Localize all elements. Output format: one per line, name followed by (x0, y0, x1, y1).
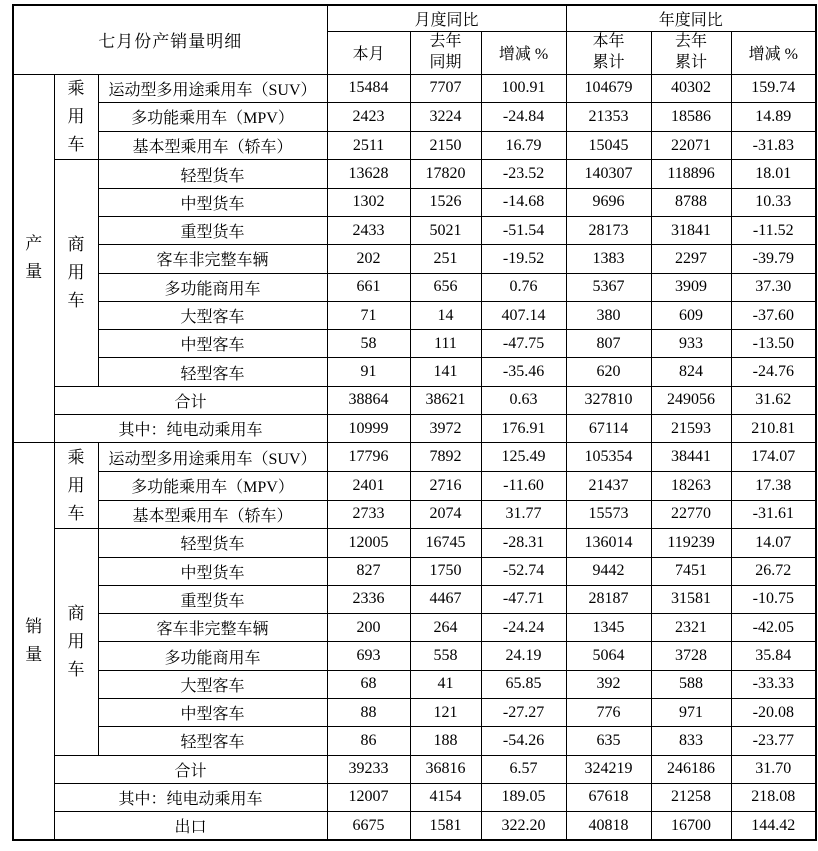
cell-value: 31.70 (731, 755, 816, 783)
cell-value: 86 (327, 727, 410, 755)
yearly-comparison-header: 年度同比 (566, 5, 816, 31)
cell-value: -28.31 (481, 529, 566, 557)
col-header-label: 本年累计 (592, 32, 625, 71)
cell-value: 118896 (651, 160, 731, 188)
table-row (13, 557, 816, 585)
cell-value: 971 (651, 698, 731, 726)
section-label-text: 产量 (25, 234, 43, 282)
cell-value: 10.33 (731, 188, 816, 216)
cell-value: 210.81 (731, 415, 816, 443)
cell-value: 12005 (327, 529, 410, 557)
cell-value: 67618 (566, 783, 651, 811)
cell-value: 17820 (410, 160, 481, 188)
cell-value: 14.07 (731, 529, 816, 557)
cell-value: 3224 (410, 103, 481, 132)
section-label (13, 443, 54, 840)
cell-value: 174.07 (731, 443, 816, 472)
col-header-label: 增减 % (498, 46, 549, 63)
cell-value: 2423 (327, 103, 410, 132)
table-title: 七月份产销量明细 (13, 5, 327, 74)
summary-row-label: 其中：纯电动乘用车 (54, 415, 327, 443)
table-row (13, 74, 816, 103)
row-label: 大型客车 (98, 301, 327, 329)
cell-value: 322.20 (481, 812, 566, 840)
cell-value: -52.74 (481, 557, 566, 585)
section-label-text: 销量 (25, 617, 43, 665)
cell-value: 933 (651, 330, 731, 358)
cell-value: 40302 (651, 74, 731, 103)
cell-value: 105354 (566, 443, 651, 472)
cell-value: 40818 (566, 812, 651, 840)
table-row (13, 103, 816, 132)
cell-value: -20.08 (731, 698, 816, 726)
section-label (13, 74, 54, 443)
row-label: 客车非完整车辆 (98, 245, 327, 273)
cell-value: 380 (566, 301, 651, 329)
cell-value: 0.76 (481, 273, 566, 301)
cell-value: 327810 (566, 386, 651, 414)
cell-value: 200 (327, 614, 410, 642)
cell-value: 693 (327, 642, 410, 670)
summary-row-label: 合计 (54, 386, 327, 414)
cell-value: 17796 (327, 443, 410, 472)
cell-value: 18.01 (731, 160, 816, 188)
cell-value: 71 (327, 301, 410, 329)
cell-value: -47.71 (481, 585, 566, 613)
cell-value: 392 (566, 670, 651, 698)
table-row (13, 358, 816, 386)
cell-value: 8788 (651, 188, 731, 216)
table-row (13, 273, 816, 301)
cell-value: 38864 (327, 386, 410, 414)
cell-value: 68 (327, 670, 410, 698)
header-group-row (13, 5, 816, 31)
cell-value: 407.14 (481, 301, 566, 329)
cell-value: 15045 (566, 131, 651, 160)
row-label: 运动型多用途乘用车（SUV） (98, 443, 327, 472)
cell-value: -19.52 (481, 245, 566, 273)
table-row (13, 500, 816, 529)
cell-value: -24.84 (481, 103, 566, 132)
cell-value: 38621 (410, 386, 481, 414)
cell-value: 125.49 (481, 443, 566, 472)
table-row (13, 698, 816, 726)
cell-value: 4154 (410, 783, 481, 811)
row-label: 中型客车 (98, 698, 327, 726)
col-header-label: 本月 (352, 46, 385, 63)
cell-value: 1581 (410, 812, 481, 840)
cell-value: 22071 (651, 131, 731, 160)
cell-value: -31.61 (731, 500, 816, 529)
table-row (13, 188, 816, 216)
cell-value: 218.08 (731, 783, 816, 811)
col-header-monthly-change-pct (481, 31, 566, 74)
cell-value: -37.60 (731, 301, 816, 329)
table-row (13, 217, 816, 245)
row-label: 轻型客车 (98, 727, 327, 755)
table-row (13, 330, 816, 358)
cell-value: 827 (327, 557, 410, 585)
cell-value: 28173 (566, 217, 651, 245)
cell-value: 2716 (410, 471, 481, 500)
cell-value: 144.42 (731, 812, 816, 840)
cell-value: 21353 (566, 103, 651, 132)
cell-value: 2401 (327, 471, 410, 500)
cell-value: 22770 (651, 500, 731, 529)
cell-value: 111 (410, 330, 481, 358)
cell-value: 189.05 (481, 783, 566, 811)
cell-value: 21593 (651, 415, 731, 443)
table-row (13, 614, 816, 642)
col-header-label: 去年同期 (429, 32, 462, 71)
col-header-label: 去年累计 (675, 32, 708, 71)
row-label: 大型客车 (98, 670, 327, 698)
cell-value: 558 (410, 642, 481, 670)
cell-value: 104679 (566, 74, 651, 103)
cell-value: 121 (410, 698, 481, 726)
cell-value: 246186 (651, 755, 731, 783)
row-label: 基本型乘用车（轿车） (98, 500, 327, 529)
cell-value: -13.50 (731, 330, 816, 358)
cell-value: 37.30 (731, 273, 816, 301)
cell-value: -11.60 (481, 471, 566, 500)
summary-row-label: 其中：纯电动乘用车 (54, 783, 327, 811)
cell-value: 2511 (327, 131, 410, 160)
table-row (13, 670, 816, 698)
cell-value: -10.75 (731, 585, 816, 613)
table-row (13, 783, 816, 811)
table-row (13, 471, 816, 500)
cell-value: 31.62 (731, 386, 816, 414)
group-label-text: 乘用车 (67, 447, 85, 523)
row-label: 重型货车 (98, 585, 327, 613)
cell-value: -35.46 (481, 358, 566, 386)
cell-value: 609 (651, 301, 731, 329)
table-row (13, 245, 816, 273)
table-row (13, 642, 816, 670)
group-label (54, 529, 98, 755)
cell-value: 18263 (651, 471, 731, 500)
cell-value: 2336 (327, 585, 410, 613)
cell-value: -11.52 (731, 217, 816, 245)
cell-value: 21258 (651, 783, 731, 811)
cell-value: 3728 (651, 642, 731, 670)
table-row (13, 812, 816, 840)
cell-value: 14 (410, 301, 481, 329)
cell-value: -31.83 (731, 131, 816, 160)
cell-value: 28187 (566, 585, 651, 613)
cell-value: 2733 (327, 500, 410, 529)
col-header-same-period-last-year (410, 31, 481, 74)
cell-value: 36816 (410, 755, 481, 783)
table-row (13, 585, 816, 613)
cell-value: 16745 (410, 529, 481, 557)
cell-value: -47.75 (481, 330, 566, 358)
table-row (13, 160, 816, 188)
cell-value: 588 (651, 670, 731, 698)
cell-value: 0.63 (481, 386, 566, 414)
group-label (54, 443, 98, 529)
cell-value: 833 (651, 727, 731, 755)
cell-value: 100.91 (481, 74, 566, 103)
group-label-text: 商用车 (67, 235, 85, 311)
cell-value: 13628 (327, 160, 410, 188)
cell-value: 188 (410, 727, 481, 755)
col-header-label: 增减 % (748, 46, 798, 63)
table-row (13, 415, 816, 443)
cell-value: 9442 (566, 557, 651, 585)
cell-value: 10999 (327, 415, 410, 443)
cell-value: 21437 (566, 471, 651, 500)
cell-value: 58 (327, 330, 410, 358)
table-row (13, 727, 816, 755)
cell-value: 3909 (651, 273, 731, 301)
cell-value: 39233 (327, 755, 410, 783)
table-row (13, 443, 816, 472)
cell-value: -24.24 (481, 614, 566, 642)
row-label: 多功能乘用车（MPV） (98, 103, 327, 132)
row-label: 基本型乘用车（轿车） (98, 131, 327, 160)
cell-value: 15484 (327, 74, 410, 103)
cell-value: -39.79 (731, 245, 816, 273)
cell-value: 264 (410, 614, 481, 642)
cell-value: 159.74 (731, 74, 816, 103)
cell-value: 91 (327, 358, 410, 386)
cell-value: 18586 (651, 103, 731, 132)
row-label: 多功能乘用车（MPV） (98, 471, 327, 500)
cell-value: 1526 (410, 188, 481, 216)
table-body (13, 74, 816, 840)
cell-value: 202 (327, 245, 410, 273)
cell-value: 24.19 (481, 642, 566, 670)
row-label: 中型货车 (98, 188, 327, 216)
cell-value: -33.33 (731, 670, 816, 698)
group-label-text: 商用车 (67, 603, 85, 679)
row-label: 运动型多用途乘用车（SUV） (98, 74, 327, 103)
cell-value: 2297 (651, 245, 731, 273)
cell-value: 2150 (410, 131, 481, 160)
cell-value: 7451 (651, 557, 731, 585)
row-label: 轻型客车 (98, 358, 327, 386)
row-label: 客车非完整车辆 (98, 614, 327, 642)
cell-value: 31841 (651, 217, 731, 245)
group-label (54, 160, 98, 386)
cell-value: -14.68 (481, 188, 566, 216)
cell-value: -23.77 (731, 727, 816, 755)
table-row (13, 301, 816, 329)
cell-value: 15573 (566, 500, 651, 529)
cell-value: 635 (566, 727, 651, 755)
cell-value: 1383 (566, 245, 651, 273)
cell-value: 12007 (327, 783, 410, 811)
cell-value: 249056 (651, 386, 731, 414)
cell-value: -24.76 (731, 358, 816, 386)
cell-value: 251 (410, 245, 481, 273)
row-label: 重型货车 (98, 217, 327, 245)
table-row (13, 386, 816, 414)
cell-value: 7707 (410, 74, 481, 103)
cell-value: 2321 (651, 614, 731, 642)
col-header-yearly-change-pct (731, 31, 816, 74)
cell-value: 31.77 (481, 500, 566, 529)
cell-value: 807 (566, 330, 651, 358)
cell-value: 3972 (410, 415, 481, 443)
row-label: 中型货车 (98, 557, 327, 585)
monthly-comparison-header: 月度同比 (327, 5, 566, 31)
cell-value: 1750 (410, 557, 481, 585)
row-label: 多功能商用车 (98, 273, 327, 301)
cell-value: 16.79 (481, 131, 566, 160)
cell-value: 14.89 (731, 103, 816, 132)
cell-value: 65.85 (481, 670, 566, 698)
cell-value: 26.72 (731, 557, 816, 585)
cell-value: 324219 (566, 755, 651, 783)
cell-value: 119239 (651, 529, 731, 557)
cell-value: 7892 (410, 443, 481, 472)
cell-value: 5021 (410, 217, 481, 245)
cell-value: 620 (566, 358, 651, 386)
cell-value: 6675 (327, 812, 410, 840)
row-label: 中型客车 (98, 330, 327, 358)
cell-value: 661 (327, 273, 410, 301)
cell-value: 16700 (651, 812, 731, 840)
group-label-text: 乘用车 (67, 78, 85, 155)
group-label (54, 74, 98, 160)
cell-value: -54.26 (481, 727, 566, 755)
cell-value: 9696 (566, 188, 651, 216)
row-label: 轻型货车 (98, 529, 327, 557)
cell-value: 6.57 (481, 755, 566, 783)
production-sales-table (12, 4, 817, 841)
cell-value: 176.91 (481, 415, 566, 443)
cell-value: -27.27 (481, 698, 566, 726)
cell-value: 141 (410, 358, 481, 386)
cell-value: 824 (651, 358, 731, 386)
cell-value: 1345 (566, 614, 651, 642)
summary-row-label: 出口 (54, 812, 327, 840)
summary-row-label: 合计 (54, 755, 327, 783)
cell-value: 5064 (566, 642, 651, 670)
cell-value: 31581 (651, 585, 731, 613)
cell-value: 136014 (566, 529, 651, 557)
cell-value: 140307 (566, 160, 651, 188)
cell-value: 776 (566, 698, 651, 726)
col-header-ytd-current (566, 31, 651, 74)
cell-value: 4467 (410, 585, 481, 613)
col-header-current-month (327, 31, 410, 74)
col-header-ytd-last-year (651, 31, 731, 74)
cell-value: 656 (410, 273, 481, 301)
table-row (13, 529, 816, 557)
cell-value: 88 (327, 698, 410, 726)
cell-value: -51.54 (481, 217, 566, 245)
row-label: 轻型货车 (98, 160, 327, 188)
cell-value: -42.05 (731, 614, 816, 642)
cell-value: 1302 (327, 188, 410, 216)
row-label: 多功能商用车 (98, 642, 327, 670)
cell-value: 2433 (327, 217, 410, 245)
cell-value: 17.38 (731, 471, 816, 500)
cell-value: 2074 (410, 500, 481, 529)
table-row (13, 131, 816, 160)
cell-value: 38441 (651, 443, 731, 472)
cell-value: 67114 (566, 415, 651, 443)
cell-value: -23.52 (481, 160, 566, 188)
cell-value: 5367 (566, 273, 651, 301)
table-row (13, 755, 816, 783)
cell-value: 35.84 (731, 642, 816, 670)
cell-value: 41 (410, 670, 481, 698)
